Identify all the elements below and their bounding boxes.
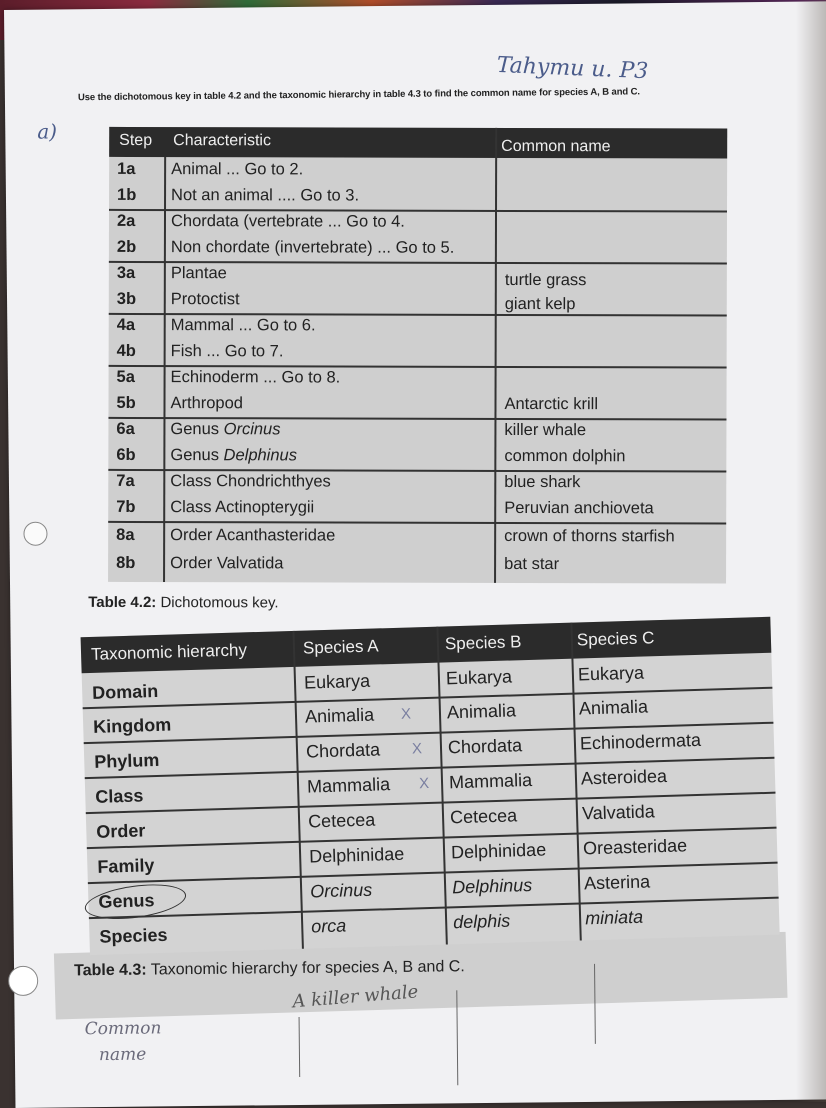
table-row: 7b Class Actinopterygii Peruvian anchioveta — [116, 497, 654, 518]
cell-value: Mammalia — [306, 774, 391, 797]
cell-value: Chordata — [305, 739, 381, 762]
cell-value: Valvatida — [581, 801, 656, 824]
handwritten-note: name — [98, 1044, 147, 1066]
taxonomic-hierarchy-table — [81, 617, 780, 955]
cell-value: Oreasteridae — [582, 835, 688, 859]
handwritten-cross: X — [400, 705, 412, 723]
header-species-a: Species A — [302, 636, 379, 658]
cell-value: Asterina — [583, 871, 651, 894]
header-hierarchy: Taxonomic hierarchy — [90, 640, 248, 664]
pen-stroke — [299, 1017, 301, 1077]
table-row: 3a Plantae turtle grass — [116, 263, 587, 290]
table-row: 5b Arthropod Antarctic krill — [116, 393, 599, 414]
rank-label: Order — [96, 820, 146, 842]
cell-value: Animalia — [446, 700, 517, 723]
rank-label: Family — [97, 855, 155, 877]
cell-value: Echinodermata — [579, 729, 702, 754]
rank-label: Species — [99, 924, 168, 947]
punch-hole — [8, 966, 38, 996]
cell-value: Chordata — [447, 735, 523, 758]
cell-value: Orcinus — [309, 879, 373, 902]
header-step: Step — [119, 131, 153, 150]
table-caption: Table 4.2: Dichotomous key. — [88, 593, 279, 612]
table-row: 1b Not an animal .... Go to 3. — [117, 185, 360, 205]
header-species-b: Species B — [444, 632, 522, 654]
cell-value: Mammalia — [448, 769, 533, 793]
cell-value: miniata — [584, 906, 644, 929]
table-row: 6a Genus Orcinus killer whale — [116, 419, 587, 440]
table-row: 4a Mammal ... Go to 6. — [116, 315, 316, 335]
table-row: 5a Echinoderm ... Go to 8. — [116, 367, 341, 387]
cell-value: Asteroidea — [580, 765, 668, 789]
cell-value: Eukarya — [303, 670, 371, 693]
cell-value: Animalia — [578, 696, 649, 719]
cell-value: delphis — [452, 910, 511, 933]
header-common-name: Common name — [501, 137, 611, 156]
table-caption: Table 4.3: Taxonomic hierarchy for species A, B and C. — [73, 958, 465, 980]
cell-value: Eukarya — [577, 662, 645, 685]
table-row: 7a Class Chondrichthyes blue shark — [116, 471, 581, 492]
instruction-text: Use the dichotomous key in table 4.2 and the taxonomic hierarchy in table 4.3 to find the common name for species A, B and C. — [77, 86, 640, 104]
handwritten-cross: X — [418, 774, 430, 793]
table-row: 4b Fish ... Go to 7. — [116, 341, 284, 361]
cell-value: Cetecea — [449, 805, 518, 828]
table-row: 6b Genus Delphinus common dolphin — [116, 445, 626, 466]
header-species-c: Species C — [576, 628, 655, 650]
table-row: 1a Animal ... Go to 2. — [117, 159, 304, 179]
table-header — [81, 617, 772, 673]
rank-label: Domain — [91, 680, 159, 703]
rank-label: Class — [95, 785, 144, 807]
table-row: 2b Non chordate (invertebrate) ... Go to 5. — [116, 237, 455, 257]
cell-value: Delphinus — [451, 874, 533, 898]
table-row: 8b Order Valvatida bat star — [116, 553, 560, 574]
cell-value: Animalia — [304, 704, 375, 727]
cell-value: Cetecea — [307, 809, 376, 832]
handwritten-answer: A killer whale — [291, 981, 420, 1013]
dichotomous-key-table — [108, 127, 727, 584]
cell-value: orca — [310, 915, 347, 937]
punch-hole — [23, 522, 47, 546]
cell-value: Eukarya — [445, 666, 513, 689]
table-row: 3b Protoctist giant kelp — [116, 289, 576, 314]
handwritten-cross: X — [411, 740, 423, 758]
handwritten-note: Common — [84, 1018, 162, 1040]
handwritten-circle — [83, 879, 188, 924]
rank-label: Phylum — [93, 749, 160, 772]
table-header — [109, 127, 727, 159]
worksheet-page — [4, 1, 826, 1108]
table-row: 2a Chordata (vertebrate ... Go to 4. — [116, 211, 405, 231]
header-characteristic: Characteristic — [173, 132, 272, 150]
handwritten-name: Tahymu u. P3 — [496, 52, 649, 85]
rank-label: Genus — [98, 890, 155, 912]
cell-value: Delphinidae — [450, 839, 547, 863]
rank-label: Kingdom — [92, 714, 172, 737]
page-shadow — [796, 0, 826, 1102]
handwritten-question-label: a) — [37, 119, 58, 144]
cell-value: Delphinidae — [308, 843, 405, 867]
table-row: 8a Order Acanthasteridae crown of thorns starfish — [116, 525, 675, 546]
